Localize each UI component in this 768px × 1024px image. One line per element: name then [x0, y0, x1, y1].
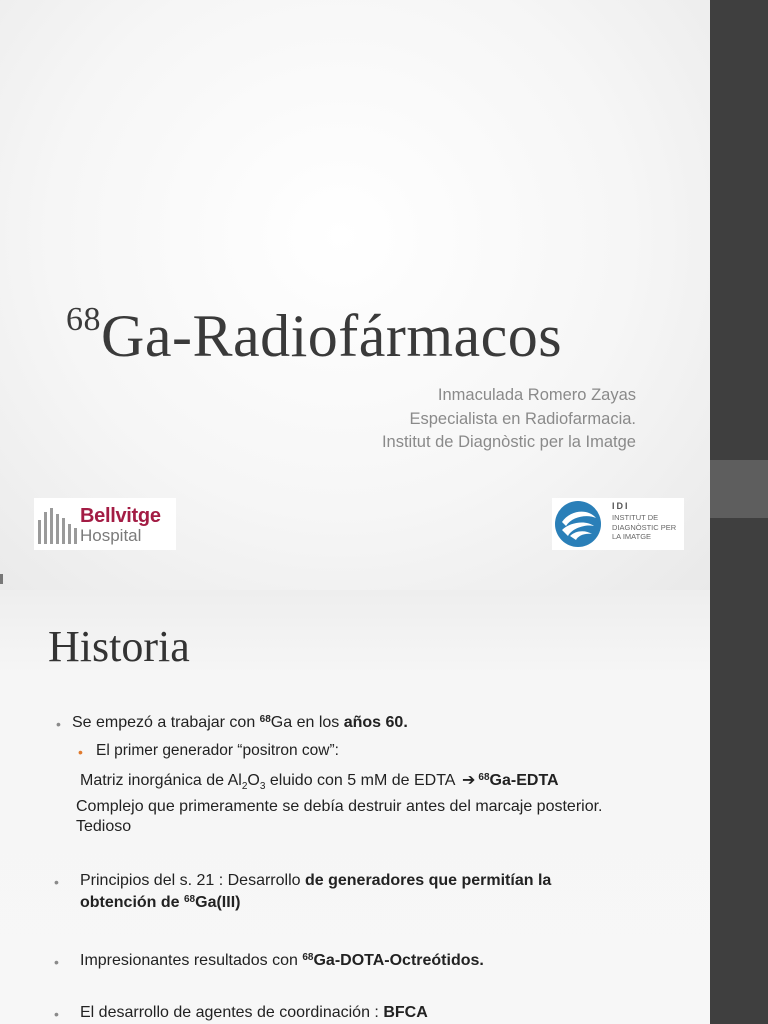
presentation-title	[66, 296, 562, 386]
author-institution: Institut de Diagnòstic per la Imatge	[381, 433, 636, 451]
list-item: El desarrollo de agentes de coordinación : BFCA	[80, 1004, 428, 1021]
idi-institute-logo	[552, 498, 684, 550]
bullet-marker: •	[54, 954, 59, 970]
bellvitge-hospital-logo	[34, 498, 176, 550]
list-subitem-note: Tedioso	[76, 818, 132, 835]
author-role: Especialista en Radiofarmacia.	[409, 409, 636, 428]
list-subitem-detail: Matriz inorgánica de $Al_2O_3$ eluido con 5 mM de EDTA ➔ $^{68}$Ga-EDTA	[80, 772, 559, 792]
sub-bullet-marker: •	[78, 744, 83, 760]
list-item: Se empezó a trabajar con $^{68}$Ga en los años 60.	[72, 714, 408, 731]
idi-emblem-icon	[554, 500, 602, 548]
slide-edge-marker	[0, 574, 3, 584]
author-block	[382, 384, 636, 455]
slide-heading: Historia	[48, 622, 190, 671]
list-item: Principios del s. 21 : Desarrollo de generadores que permitían la	[80, 872, 552, 889]
list-item-continued: obtención de $^{68}$Ga(III)	[80, 894, 241, 911]
list-subitem-note: Complejo que primeramente se debía destruir antes del marcaje posterior.	[76, 798, 603, 815]
bellvitge-logo-sub: Hospital	[80, 526, 142, 545]
idi-logo-text: INSTITUT DE DIAGNÒSTIC PER LA IMATGE	[612, 513, 677, 541]
list-subitem: El primer generador “positron cow”:	[96, 742, 339, 759]
right-arrow-icon: ➔	[462, 772, 476, 789]
bullet-marker: •	[56, 716, 61, 732]
history-slide	[0, 590, 710, 1024]
bellvitge-logo-name: Bellvitge	[80, 505, 161, 527]
sidebar-tab	[710, 460, 768, 518]
author-name: Inmaculada Romero Zayas	[437, 386, 636, 404]
idi-logo-name: IDI	[612, 501, 630, 511]
bullet-marker: •	[54, 1006, 59, 1022]
right-sidebar	[710, 0, 768, 1024]
bellvitge-building-icon	[38, 508, 78, 544]
bullet-marker: •	[54, 874, 59, 890]
title-superscript: 68	[66, 301, 101, 338]
list-item: Impresionantes resultados con $^{68}$Ga-DOTA-Octreótidos.	[80, 952, 484, 969]
title-text: Ga-Radiofármacos	[101, 303, 563, 369]
